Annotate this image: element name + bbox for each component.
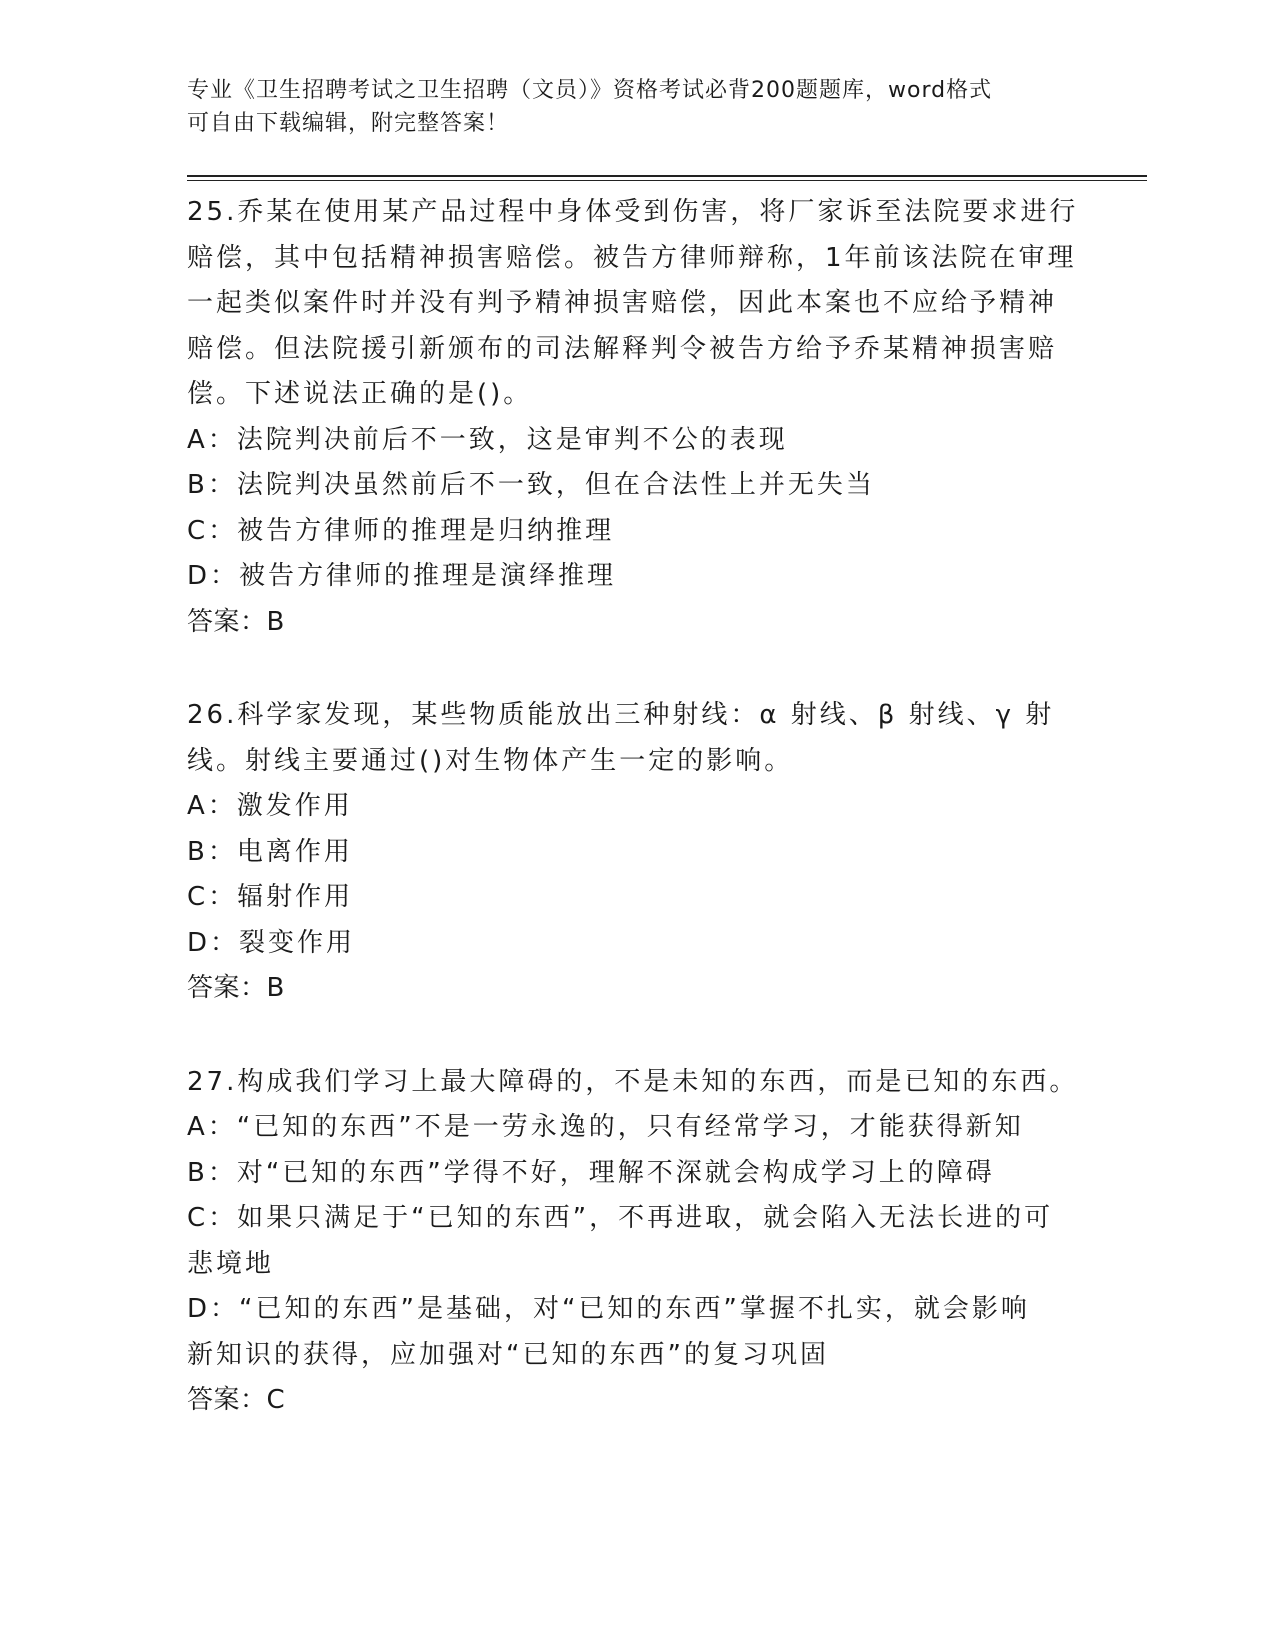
option-d: D：“已知的东西”是基础，对“已知的东西”掌握不扎实，就会影响 (187, 1294, 1030, 1324)
option-a: A：激发作用 (187, 791, 353, 821)
question-text-line: 26.科学家发现，某些物质能放出三种射线：α 射线、β 射线、γ 射 (187, 700, 1055, 730)
question-text-line: 一起类似案件时并没有判予精神损害赔偿，因此本案也不应给予精神 (187, 288, 1058, 318)
option-d: D：被告方律师的推理是演绎推理 (187, 561, 617, 591)
header-divider-thin (187, 180, 1147, 181)
question-27 (187, 1060, 1082, 1424)
question-text-line: 27.构成我们学习上最大障碍的，不是未知的东西，而是已知的东西。 (187, 1066, 1079, 1097)
option-d-continuation: 新知识的获得，应加强对“已知的东西”的复习巩固 (187, 1339, 829, 1370)
option-a: A：“已知的东西”不是一劳永逸的，只有经常学习，才能获得新知 (187, 1112, 1024, 1142)
question-25 (187, 190, 1082, 645)
header-title-line-2: 可自由下载编辑，附完整答案！ (187, 111, 510, 136)
question-text-line: 赔偿，其中包括精神损害赔偿。被告方律师辩称，1年前该法院在审理 (187, 242, 1077, 273)
question-text-line: 25.乔某在使用某产品过程中身体受到伤害，将厂家诉至法院要求进行 (187, 197, 1079, 227)
question-text-line: 线。射线主要通过()对生物体产生一定的影响。 (187, 745, 794, 776)
answer-label: 答案：C (187, 1385, 286, 1415)
option-b: B：法院判决虽然前后不一致，但在合法性上并无失当 (187, 470, 875, 500)
option-c: C：辐射作用 (187, 882, 354, 912)
document-header (187, 74, 1077, 140)
header-divider-thick (187, 175, 1147, 177)
option-b: B：对“已知的东西”学得不好，理解不深就会构成学习上的障碍 (187, 1157, 995, 1188)
answer-label: 答案：B (187, 606, 285, 637)
option-a: A：法院判决前后不一致，这是审判不公的表现 (187, 424, 788, 455)
option-c: C：被告方律师的推理是归纳推理 (187, 515, 615, 546)
question-text-line: 赔偿。但法院援引新颁布的司法解释判令被告方给予乔某精神损害赔 (187, 333, 1058, 364)
option-c: C：如果只满足于“已知的东西”，不再进取，就会陷入无法长进的可 (187, 1203, 1054, 1233)
question-26 (187, 693, 1082, 1012)
question-list (187, 190, 1082, 1472)
header-title-line-1: 专业《卫生招聘考试之卫生招聘（文员）》资格考试必背200题题库，word格式 (187, 78, 993, 103)
question-text-line: 偿。下述说法正确的是()。 (187, 379, 533, 409)
answer-label: 答案：B (187, 973, 285, 1003)
option-b: B：电离作用 (187, 836, 353, 867)
option-c-continuation: 悲境地 (187, 1248, 275, 1279)
option-d: D：裂变作用 (187, 927, 356, 958)
